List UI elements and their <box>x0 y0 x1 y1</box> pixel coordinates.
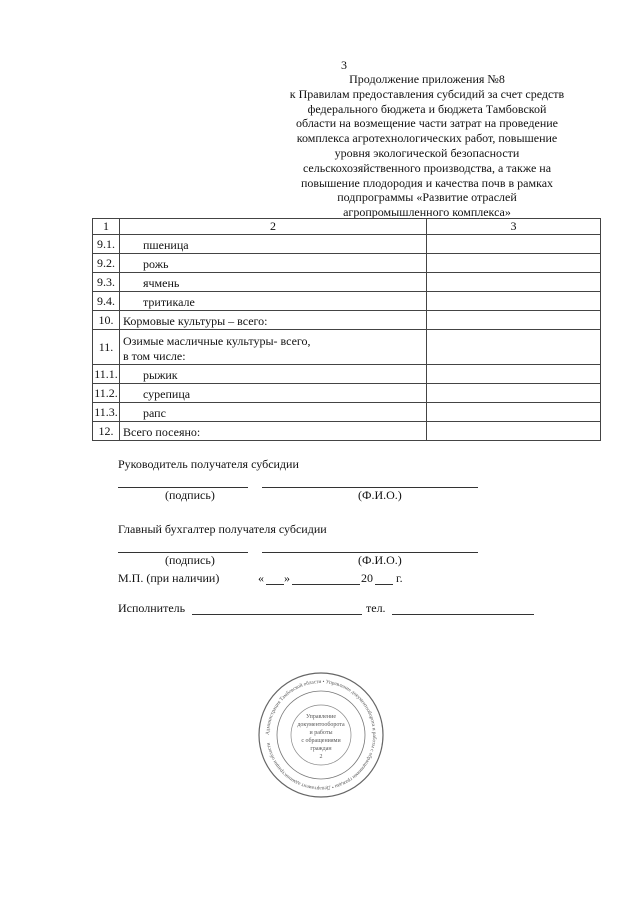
row-label-line: в том числе: <box>123 349 186 363</box>
table-row <box>93 235 601 254</box>
header-line: области на возмещение части затрат на проведение <box>296 116 558 131</box>
row-label: тритикале <box>143 295 195 309</box>
row-number: 10. <box>93 311 120 330</box>
table-row <box>93 273 601 292</box>
row-number: 9.4. <box>93 292 120 311</box>
header-line: комплекса агротехнологических работ, повышение <box>296 131 558 146</box>
header-line: сельскохозяйственного производства, а также на <box>302 160 552 175</box>
seal-line: 2 <box>319 754 323 760</box>
date-year-suffix: г. <box>396 571 403 585</box>
header-line: к Правилам предоставления субсидий за счет средств <box>289 86 565 101</box>
value-cell[interactable] <box>427 403 601 422</box>
value-cell[interactable] <box>427 273 601 292</box>
phone-label: тел. <box>366 601 386 615</box>
table-row <box>93 254 601 273</box>
name-caption: (Ф.И.О.) <box>358 488 402 502</box>
row-number: 11.1. <box>93 365 120 384</box>
seal-line: документооборота <box>297 722 345 728</box>
row-label: Кормовые культуры – всего: <box>120 311 427 330</box>
column-header: 1 <box>93 219 120 235</box>
header-line: подпрограммы «Развитие отраслей <box>337 190 517 205</box>
table-row <box>93 384 601 403</box>
row-label: рапс <box>143 406 166 420</box>
row-label: ячмень <box>143 276 180 290</box>
value-cell[interactable] <box>427 311 601 330</box>
row-label <box>120 330 427 365</box>
date-month-line[interactable] <box>292 584 360 585</box>
seal-line: Управление <box>305 714 337 720</box>
seal-line: с обращениями <box>301 738 341 744</box>
value-cell[interactable] <box>427 384 601 403</box>
row-label: сурепица <box>143 387 191 401</box>
crops-table <box>92 218 601 441</box>
table-row <box>93 311 601 330</box>
value-cell[interactable] <box>427 422 601 441</box>
signature-caption: (подпись) <box>165 488 215 502</box>
value-cell[interactable] <box>427 292 601 311</box>
seal-line: граждан <box>310 746 332 752</box>
date-open-quote: « <box>258 571 264 585</box>
date-close-quote: » <box>284 571 290 585</box>
date-year-prefix: 20 <box>361 571 373 585</box>
page-number: 3 <box>341 58 347 72</box>
header-line: федерального бюджета и бюджета Тамбовской <box>307 101 547 116</box>
head-title: Руководитель получателя субсидии <box>118 457 299 471</box>
row-number: 9.3. <box>93 273 120 292</box>
header-line: уровня экологической безопасности <box>334 145 520 160</box>
seal-outer-text: Администрация Тамбовской области • Управление документооборота и работы с обращениями граждан • Департамент администрации области <box>264 678 378 792</box>
stamp-label: М.П. (при наличии) <box>118 571 220 585</box>
table-row <box>93 292 601 311</box>
row-number: 11. <box>93 330 120 365</box>
row-number: 12. <box>93 422 120 441</box>
executor-line[interactable] <box>192 614 362 615</box>
row-label: пшеница <box>143 238 189 252</box>
value-cell[interactable] <box>427 235 601 254</box>
row-label-line: Озимые масличные культуры- всего, <box>123 334 311 348</box>
row-number: 11.2. <box>93 384 120 403</box>
table-row <box>93 365 601 384</box>
row-label: рожь <box>143 257 169 271</box>
value-cell[interactable] <box>427 254 601 273</box>
date-day-line[interactable] <box>266 584 284 585</box>
row-label: Всего посеяно: <box>120 422 427 441</box>
name-caption: (Ф.И.О.) <box>358 553 402 567</box>
column-header: 3 <box>427 219 601 235</box>
phone-line[interactable] <box>392 614 534 615</box>
column-header: 2 <box>120 219 427 235</box>
appendix-header <box>282 72 572 220</box>
header-line: Продолжение приложения №8 <box>349 72 505 86</box>
signature-caption: (подпись) <box>165 553 215 567</box>
table-row <box>93 330 601 365</box>
table-header-row <box>93 219 601 235</box>
row-label: рыжик <box>143 368 178 382</box>
row-number: 9.1. <box>93 235 120 254</box>
row-number: 9.2. <box>93 254 120 273</box>
seal-line: и работы <box>309 730 333 736</box>
value-cell[interactable] <box>427 330 601 365</box>
row-number: 11.3. <box>93 403 120 422</box>
accountant-title: Главный бухгалтер получателя субсидии <box>118 522 327 536</box>
seal-center <box>297 714 345 760</box>
table-row <box>93 422 601 441</box>
header-line: повышение плодородия и качества почв в рамках <box>300 175 554 190</box>
official-seal-stamp <box>256 670 386 800</box>
header-line: агропромышленного комплекса» <box>343 205 511 220</box>
executor-label: Исполнитель <box>118 601 186 615</box>
value-cell[interactable] <box>427 365 601 384</box>
table-row <box>93 403 601 422</box>
date-year-line[interactable] <box>375 584 393 585</box>
